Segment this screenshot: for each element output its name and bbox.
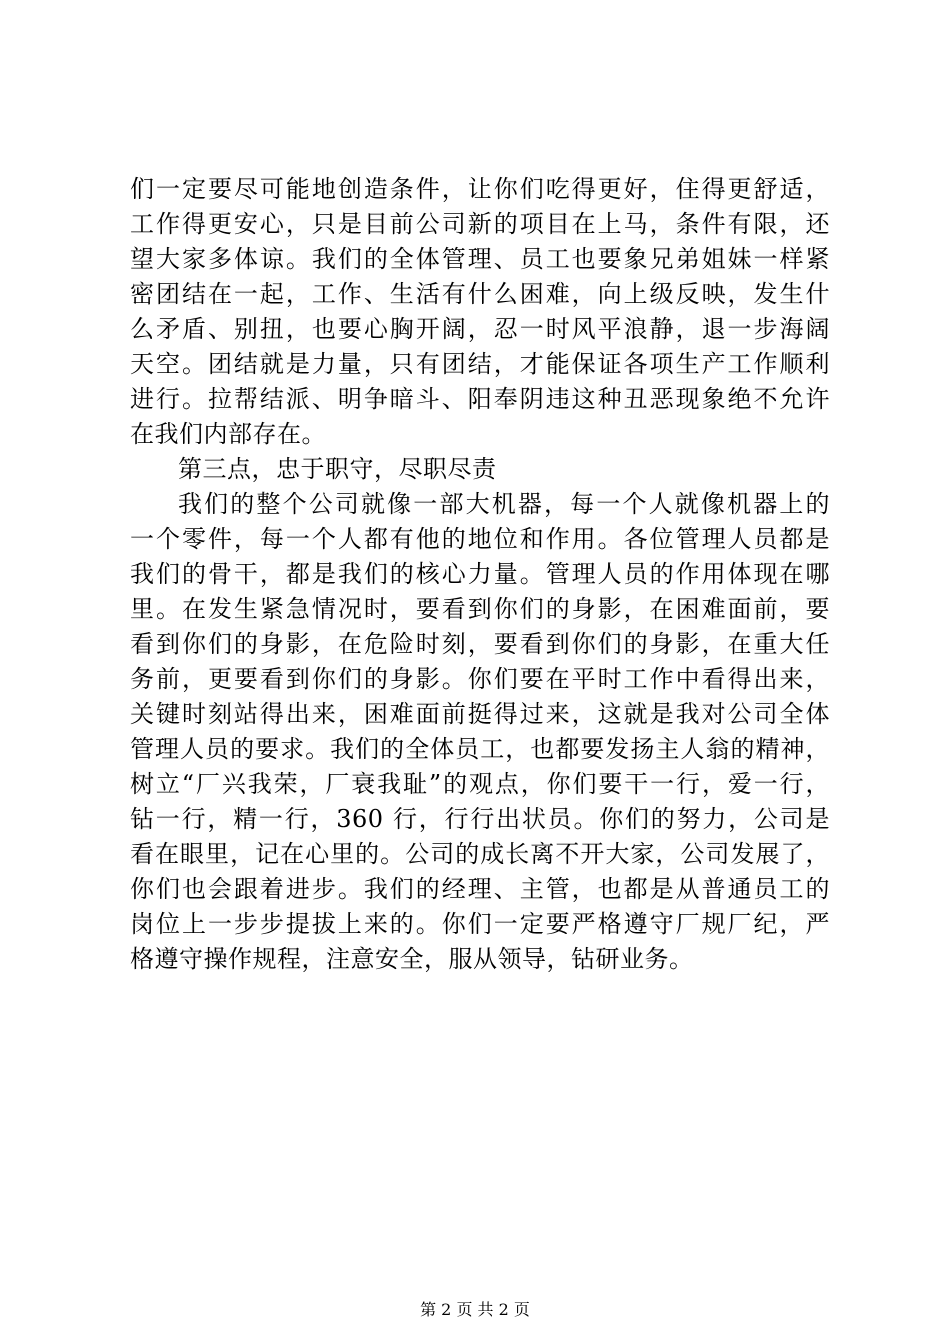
text-line: 钻一行，精一行，360 行，行行出状员。你们的努力，公司是 (130, 805, 830, 833)
text-line: 密团结在一起，工作、生活有什么困难，向上级反映，发生什 (130, 280, 830, 308)
text-line: 你们也会跟着进步。我们的经理、主管，也都是从普通员工的 (130, 875, 830, 903)
text-line: 关键时刻站得出来，困难面前挺得过来，这就是我对公司全体 (130, 700, 830, 728)
text-line: 望大家多体谅。我们的全体管理、员工也要象兄弟姐妹一样紧 (130, 245, 830, 273)
page-footer: 第 2 页 共 2 页 (420, 1300, 530, 1319)
text-line: 们一定要尽可能地创造条件，让你们吃得更好，住得更舒适， (130, 175, 830, 203)
section-heading: 第三点，忠于职守，尽职尽责 (178, 455, 497, 483)
text-line: 我们的骨干，都是我们的核心力量。管理人员的作用体现在哪 (130, 560, 830, 588)
text-line: 在我们内部存在。 (130, 420, 326, 448)
text-line: 格遵守操作规程，注意安全，服从领导，钻研业务。 (130, 945, 694, 973)
text-line: 进行。拉帮结派、明争暗斗、阳奉阴违这种丑恶现象绝不允许 (130, 385, 830, 413)
text-line: 天空。团结就是力量，只有团结，才能保证各项生产工作顺利 (130, 350, 830, 378)
text-line: 岗位上一步步提拔上来的。你们一定要严格遵守厂规厂纪，严 (130, 910, 830, 938)
text-line: 么矛盾、别扭，也要心胸开阔，忍一时风平浪静，退一步海阔 (130, 315, 830, 343)
text-line: 工作得更安心，只是目前公司新的项目在上马，条件有限，还 (130, 210, 830, 238)
text-line: 看在眼里，记在心里的。公司的成长离不开大家，公司发展了， (130, 840, 830, 868)
text-line: 一个零件，每一个人都有他的地位和作用。各位管理人员都是 (130, 525, 830, 553)
text-line: 我们的整个公司就像一部大机器，每一个人就像机器上的 (178, 490, 830, 518)
body-text (130, 172, 830, 977)
text-line: 看到你们的身影，在危险时刻，要看到你们的身影，在重大任 (130, 630, 830, 658)
text-line: 管理人员的要求。我们的全体员工，也都要发扬主人翁的精神， (130, 735, 830, 763)
text-line: 务前，更要看到你们的身影。你们要在平时工作中看得出来， (130, 665, 830, 693)
text-line: 树立“厂兴我荣，厂衰我耻”的观点，你们要干一行，爱一行， (130, 770, 830, 798)
text-line: 里。在发生紧急情况时，要看到你们的身影，在困难面前，要 (130, 595, 830, 623)
